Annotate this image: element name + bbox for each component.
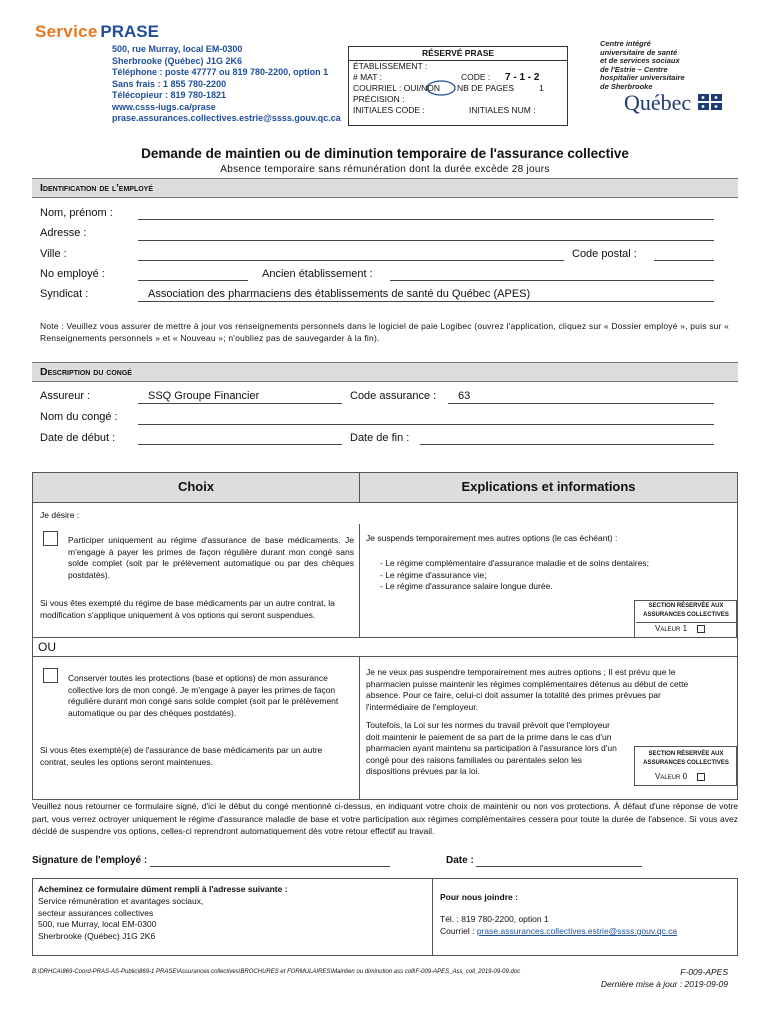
explications-heading: Explications et informations — [461, 479, 636, 494]
date-debut-field[interactable] — [138, 444, 342, 445]
courriel-row — [440, 926, 677, 938]
reserve-courriel: COURRIEL : OUI/NON — [353, 83, 441, 93]
acheminez-line: Sherbrooke (Québec) J1G 2K6 — [38, 930, 156, 941]
courriel-label: Courriel : — [440, 926, 475, 936]
address-line: Sherbrooke (Québec) J1G 2K6 — [112, 55, 243, 66]
chus-logo-text — [600, 40, 685, 91]
ou-divider-bottom — [33, 656, 737, 657]
section-reservee-label: SECTION RÉSERVÉE AUX ASSURANCES COLLECTIVES — [636, 602, 736, 623]
address-line: Téléphone : poste 47777 ou 819 780-2200, option 1 — [112, 67, 329, 77]
prase-logo — [35, 22, 159, 42]
non-circle-mark — [425, 79, 457, 97]
date-debut-label: Date de début : — [40, 432, 116, 444]
syndicat-field[interactable] — [138, 301, 714, 302]
code-assurance-value: 63 — [458, 390, 471, 402]
option1-checkbox[interactable] — [43, 531, 58, 546]
acheminez-line: Service rémunération et avantages sociaux, — [38, 896, 204, 906]
acheminez-address — [38, 896, 203, 942]
syndicat-label: Syndicat : — [40, 288, 89, 300]
option1-list-item: - Le régime d'assurance vie; — [380, 569, 487, 580]
reserve-code: CODE : — [461, 72, 491, 82]
option2-explanation-1: Je ne veux pas suspendre temporairement mes autres options ; Il est prévu que le pharmacien puisse maintenir les régimes complémentaires détenus au début de cette absence. Pour ce faire, celui-ci doit assumer la totalité des primes prévues par l'intermédiaire de l'employeur. — [366, 667, 689, 712]
reserve-title: RÉSERVÉ PRASE — [349, 47, 567, 61]
last-updated: Dernière mise à jour : 2019-09-09 — [600, 979, 728, 989]
je-desire-label: Je désire : — [40, 510, 80, 520]
logo-prase: PRASE — [100, 22, 159, 41]
option2-divider — [359, 656, 360, 799]
choix-heading: Choix — [177, 479, 215, 494]
form-code: F-009-APES — [680, 967, 728, 977]
valeur0-box — [655, 772, 705, 781]
quebec-logo: Québec — [624, 90, 692, 115]
reserve-nb-pages-value: 1 — [539, 83, 544, 93]
identification-heading: Identification de l'employé — [32, 178, 738, 198]
code-postal-label: Code postal : — [572, 248, 637, 260]
logo-service: Service — [35, 22, 98, 41]
syndicat-value: Association des pharmaciens des établissements de santé du Québec (APES) — [148, 288, 531, 300]
date-label: Date : — [446, 855, 474, 866]
chus-line: de l'Estrie – Centre — [600, 64, 668, 74]
nom-label: Nom, prénom : — [40, 207, 113, 219]
reserve-prase-box — [348, 46, 568, 126]
option1-list-item: - Le régime d'assurance salaire longue durée. — [380, 581, 553, 591]
signature-label: Signature de l'employé : — [32, 855, 148, 866]
reserve-nb-pages: NB DE PAGES — [457, 83, 514, 93]
email-link[interactable]: prase.assurances.collectives.estrie@ssss.gouv.qc.ca — [112, 113, 341, 123]
valeur1-label: Valeur 1 — [655, 624, 688, 633]
adresse-label: Adresse : — [40, 227, 87, 239]
nom-field[interactable] — [138, 219, 714, 220]
joindre-heading: Pour nous joindre : — [440, 892, 518, 902]
chus-line: Centre intégré — [600, 39, 651, 48]
valeur0-label: Valeur 0 — [655, 772, 688, 781]
ancien-etab-field[interactable] — [390, 280, 714, 281]
code-postal-field[interactable] — [654, 260, 714, 261]
nom-conge-label: Nom du congé : — [40, 411, 118, 423]
option2-note: Si vous êtes exempté(e) de l'assurance de base médicaments par un autre contrat, seules les options seront maintenues. — [40, 745, 323, 767]
assureur-field[interactable] — [138, 403, 342, 404]
chus-line: universitaire de santé — [600, 47, 678, 57]
assureur-value: SSQ Groupe Financier — [148, 390, 260, 402]
valeur0-checkbox[interactable] — [697, 773, 705, 781]
file-path: B:\DRHCA\869-Coord-PRAS-AS-Public\869-1 PRASE\Assurances collectives\BROCHURES et FORMULAIRES\Maintien ou diminution ass coll\F-009-APES_Ass_coll_2019-09-09.doc — [32, 969, 521, 975]
date-fin-label: Date de fin : — [350, 432, 410, 444]
prase-address — [112, 44, 341, 125]
no-employe-field[interactable] — [138, 280, 248, 281]
valeur1-box — [655, 624, 705, 633]
ou-label: OU — [38, 640, 56, 654]
website-link[interactable]: www.csss-iugs.ca/prase — [112, 101, 216, 112]
reserve-etab: ÉTABLISSEMENT : — [353, 61, 428, 71]
fleur-de-lys-flag-icon — [698, 94, 722, 110]
option1-explanation: Je suspends temporairement mes autres options (le cas échéant) : — [366, 533, 618, 543]
reserve-initiales-num: INITIALES NUM : — [469, 105, 536, 115]
ou-divider-top — [33, 637, 737, 638]
nom-conge-field[interactable] — [138, 424, 714, 425]
reserve-precision: PRÉCISION : — [353, 94, 405, 104]
reserve-mat: # MAT : — [353, 72, 382, 82]
option1-note: Si vous êtes exempté du régime de base médicaments par un autre contrat, la modification s'applique uniquement à vos options qui seront suspendues. — [40, 598, 335, 620]
address-line: Sans frais : 1 855 780-2200 — [112, 78, 227, 89]
form-title: Demande de maintien ou de diminution temporaire de l'assurance collective — [141, 146, 629, 161]
courriel-link[interactable]: prase.assurances.collectives.estrie@ssss.gouv.qc.ca — [476, 926, 678, 936]
option1-divider — [359, 524, 360, 637]
contact-divider — [432, 878, 433, 956]
acheminez-heading: Acheminez ce formulaire dûment rempli à l'adresse suivante : — [38, 884, 288, 894]
date-field[interactable] — [476, 866, 642, 867]
code-assurance-field[interactable] — [448, 403, 714, 404]
ville-label: Ville : — [40, 248, 67, 260]
adresse-field[interactable] — [138, 240, 714, 241]
acheminez-line: secteur assurances collectives — [38, 907, 154, 918]
address-line: Télécopieur : 819 780-1821 — [112, 90, 227, 100]
chus-line: hospitalier universitaire — [600, 73, 685, 82]
reserve-code-value: 7 - 1 - 2 — [505, 72, 540, 83]
address-line: 500, rue Murray, local EM-0300 — [112, 44, 243, 54]
code-assurance-label: Code assurance : — [350, 390, 437, 402]
option1-list-item: - Le régime complémentaire d'assurance maladie et de soins dentaires; — [380, 558, 650, 568]
option2-explanation-2: Toutefois, la Loi sur les normes du travail prévoit que l'employeur doit maintenir le paiement de sa part de la prime dans le cas d'un pharmacien ayant maintenu sa participation à l'assurance lors d'un congé pour des raisons familiales ou parentales selon les dispositions prévues par la loi. — [366, 720, 617, 776]
reserve-initiales-code: INITIALES CODE : — [353, 105, 425, 115]
description-heading: Description du congé — [32, 362, 738, 382]
no-employe-label: No employé : — [40, 268, 105, 280]
form-subtitle: Absence temporaire sans rémunération dont la durée excède 28 jours — [220, 164, 550, 175]
ville-field[interactable] — [138, 260, 564, 261]
acheminez-line: 500, rue Murray, local EM-0300 — [38, 919, 157, 929]
option1-text: Participer uniquement au régime d'assurance de base médicaments. Je m'engage à payer les primes de façon régulière durant mon congé sans solde complet (soit par le prélèvement automatique ou par des chèques postdatés). — [68, 535, 354, 580]
chus-line: de Sherbrooke — [600, 81, 653, 91]
option2-checkbox[interactable] — [43, 668, 58, 683]
chus-line: et de services sociaux — [600, 56, 680, 65]
option1-list — [380, 558, 649, 593]
valeur1-checkbox[interactable] — [697, 625, 705, 633]
section-reservee-label: SECTION RÉSERVÉE AUX ASSURANCES COLLECTIVES — [643, 751, 729, 766]
date-fin-field[interactable] — [420, 444, 714, 445]
return-instructions: Veuillez nous retourner ce formulaire signé, d'ici le début du congé mentionné ci-dessus, en indiquant votre choix de maintenir ou non vos protections. À défaut d'une réponse de votre part, vous verrez octroyer uniquement le régime d'assurance maladie de base et votre participation aux régimes complémentaires cessera pour toute la durée de l'absence. Si vous avez décidé de suspendre vos options, celles-ci reprendront automatiquement dès votre retour effectif au travail. — [32, 801, 738, 836]
assureur-label: Assureur : — [40, 390, 91, 402]
tel-text: Tél. : 819 780-2200, option 1 — [440, 914, 549, 924]
logibec-note: Note : Veuillez vous assurer de mettre à jour vos renseignements personnels dans le logiciel de paie Logibec (ouvrez l'application, cliquez sur « Dossier employé », puis sur « Renseignements personnels » et « Nouveau »; n'oubliez pas de sauvegarder à la fin). — [40, 321, 730, 343]
option2-text: Conserver toutes les protections (base et options) de mon assurance collective lors de mon congé. Je m'engage à payer les primes de façon régulière durant mon congé sans solde complet (soit par le prélèvement automatique ou par des chèques postdatés). — [68, 673, 339, 718]
ancien-etab-label: Ancien établissement : — [262, 268, 373, 280]
signature-field[interactable] — [150, 866, 390, 867]
